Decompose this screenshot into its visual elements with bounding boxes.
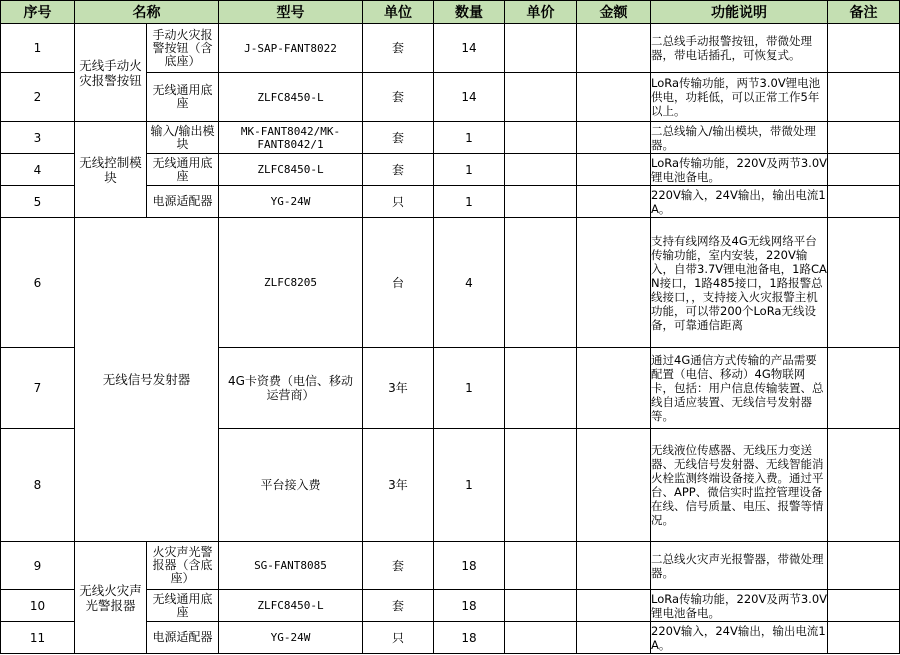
- row-number: 3: [1, 122, 75, 154]
- item-function: LoRa传输功能，两节3.0V锂电池供电，功耗低，可以正常工作5年以上。: [651, 73, 828, 122]
- item-name: 手动火灾报警按钮（含底座）: [147, 24, 219, 73]
- item-remark: [828, 348, 900, 429]
- header-qty: 数量: [434, 1, 505, 24]
- row-number: 9: [1, 542, 75, 590]
- item-function: 220V输入，24V输出，输出电流1A。: [651, 187, 826, 216]
- item-price: [505, 24, 577, 73]
- group-name: 无线手动火灾报警按钮: [75, 24, 147, 122]
- item-remark: [828, 590, 900, 622]
- item-unit: 台: [363, 218, 434, 348]
- item-qty: 1: [434, 348, 505, 429]
- item-price: [505, 154, 577, 186]
- item-unit: 套: [363, 154, 434, 186]
- item-qty: 1: [434, 186, 505, 218]
- header-no: 序号: [1, 1, 75, 24]
- item-remark: [828, 73, 900, 122]
- item-name: 无线通用底座: [147, 154, 219, 186]
- item-unit: 套: [363, 24, 434, 73]
- item-price: [505, 590, 577, 622]
- item-remark: [828, 622, 900, 654]
- item-remark: [828, 24, 900, 73]
- item-function: 二总线火灾声光报警器，带微处理器。: [651, 542, 828, 590]
- item-amount: [577, 186, 651, 218]
- header-unit: 单位: [363, 1, 434, 24]
- item-unit: 3年: [363, 348, 434, 429]
- item-name: 电源适配器: [147, 622, 219, 654]
- item-qty: 1: [434, 154, 505, 186]
- item-remark: [828, 186, 900, 218]
- item-model: MK-FANT8042/MK-FANT8042/1: [219, 122, 363, 154]
- row-number: 11: [1, 622, 75, 654]
- header-row: [1, 1, 900, 24]
- item-qty: 18: [434, 542, 505, 590]
- item-function: 二总线手动报警按钮，带微处理器，带电话插孔，可恢复式。: [651, 24, 828, 73]
- header-model: 型号: [219, 1, 363, 24]
- item-remark: [828, 218, 900, 348]
- item-amount: [577, 218, 651, 348]
- item-amount: [577, 154, 651, 186]
- item-model: YG-24W: [219, 186, 363, 218]
- item-name: 电源适配器: [147, 186, 219, 218]
- item-amount: [577, 590, 651, 622]
- row-number: 1: [1, 24, 75, 73]
- item-function: LoRa传输功能，220V及两节3.0V锂电池备电。: [651, 155, 827, 184]
- item-function: 支持有线网络及4G无线网络平台传输功能，室内安装，220V输入，自带3.7V锂电池备电，1路CAN接口，1路485接口，1路报警总线接口，，支持接入火灾报警主机功能，可以带200个LoRa无线设备，可靠通信距离: [651, 218, 828, 348]
- table-row: [1, 122, 900, 154]
- item-qty: 4: [434, 218, 505, 348]
- item-model: ZLFC8205: [219, 218, 363, 348]
- item-name: 无线通用底座: [147, 73, 219, 122]
- table-row: [1, 542, 900, 590]
- row-number: 2: [1, 73, 75, 122]
- header-name: 名称: [75, 1, 219, 24]
- item-price: [505, 622, 577, 654]
- item-name: 火灾声光警报器（含底座）: [147, 542, 219, 590]
- item-price: [505, 186, 577, 218]
- row-number: 6: [1, 218, 75, 348]
- item-amount: [577, 622, 651, 654]
- item-model: ZLFC8450-L: [219, 590, 363, 622]
- item-model: ZLFC8450-L: [219, 154, 363, 186]
- item-model: 平台接入费: [219, 429, 363, 542]
- group-name: 无线信号发射器: [75, 218, 219, 542]
- item-model: 4G卡资费（电信、移动运营商）: [219, 348, 363, 429]
- row-number: 10: [1, 590, 75, 622]
- item-price: [505, 122, 577, 154]
- item-amount: [577, 122, 651, 154]
- item-remark: [828, 542, 900, 590]
- item-qty: 18: [434, 622, 505, 654]
- item-qty: 1: [434, 122, 505, 154]
- item-unit: 3年: [363, 429, 434, 542]
- table-row: [1, 218, 900, 348]
- item-price: [505, 218, 577, 348]
- row-number: 4: [1, 154, 75, 186]
- item-qty: 14: [434, 73, 505, 122]
- table-row: [1, 24, 900, 73]
- item-function: LoRa传输功能，220V及两节3.0V锂电池备电。: [651, 591, 827, 620]
- item-unit: 只: [363, 622, 434, 654]
- item-amount: [577, 429, 651, 542]
- item-unit: 套: [363, 590, 434, 622]
- item-function: 无线液位传感器、无线压力变送器、无线信号发射器、无线智能消火栓监测终端设备接入费。通过平台、APP、微信实时监控管理设备在线、信号质量、电压、报警等情况。: [651, 429, 828, 542]
- item-model: J-SAP-FANT8022: [219, 24, 363, 73]
- item-amount: [577, 348, 651, 429]
- item-qty: 1: [434, 429, 505, 542]
- item-price: [505, 429, 577, 542]
- item-name: 无线通用底座: [147, 590, 219, 622]
- item-price: [505, 542, 577, 590]
- item-unit: 只: [363, 186, 434, 218]
- item-amount: [577, 73, 651, 122]
- header-function: 功能说明: [651, 1, 828, 24]
- item-price: [505, 73, 577, 122]
- item-model: ZLFC8450-L: [219, 73, 363, 122]
- item-remark: [828, 429, 900, 542]
- item-remark: [828, 154, 900, 186]
- item-remark: [828, 122, 900, 154]
- item-unit: 套: [363, 542, 434, 590]
- header-amount: 金额: [577, 1, 651, 24]
- item-function: 通过4G通信方式传输的产品需要配置（电信、移动）4G物联网卡，包括：用户信息传输装置、总线自适应装置、无线信号发射器等。: [651, 348, 828, 429]
- item-amount: [577, 542, 651, 590]
- item-unit: 套: [363, 122, 434, 154]
- item-qty: 18: [434, 590, 505, 622]
- item-price: [505, 348, 577, 429]
- item-function: 二总线输入/输出模块，带微处理器。: [651, 122, 828, 154]
- item-name: 输入/输出模块: [147, 122, 219, 154]
- row-number: 7: [1, 348, 75, 429]
- row-number: 8: [1, 429, 75, 542]
- item-amount: [577, 24, 651, 73]
- group-name: 无线控制模块: [75, 122, 147, 218]
- item-unit: 套: [363, 73, 434, 122]
- item-qty: 14: [434, 24, 505, 73]
- item-model: SG-FANT8085: [219, 542, 363, 590]
- group-name: 无线火灾声光警报器: [75, 542, 147, 654]
- header-price: 单价: [505, 1, 577, 24]
- header-remark: 备注: [828, 1, 900, 24]
- item-function: 220V输入，24V输出，输出电流1A。: [651, 623, 826, 652]
- item-model: YG-24W: [219, 622, 363, 654]
- row-number: 5: [1, 186, 75, 218]
